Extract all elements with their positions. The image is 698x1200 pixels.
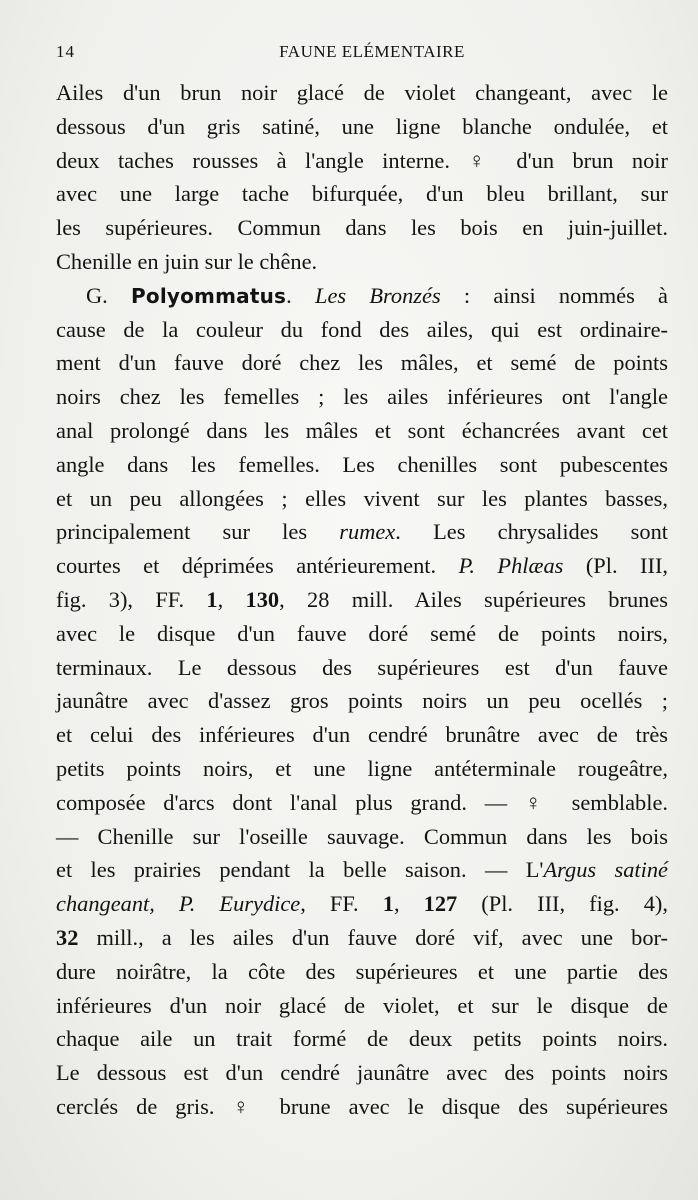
text-run: Le dessous est d'un cendré jaunâtre avec des points noirs xyxy=(56,1060,668,1086)
text-run: principalement sur les xyxy=(56,519,340,545)
text-run: . Les chrysalides sont xyxy=(395,519,668,545)
text-line xyxy=(56,786,668,820)
running-title: FAUNE ELÉMENTAIRE xyxy=(279,42,465,61)
text-line xyxy=(56,380,668,414)
text-line xyxy=(56,110,668,144)
text-line xyxy=(56,313,668,347)
text-run: , FF. xyxy=(300,891,383,917)
text-line xyxy=(56,144,668,178)
text-run: Chenille en juin sur le chêne. xyxy=(56,248,318,274)
italic-text: P. Phlæas xyxy=(458,553,564,579)
text-run: deux taches rousses à l'angle interne. ♀ d'un brun noir xyxy=(56,147,668,173)
text-run: mill., a les ailes d'un fauve doré vif, avec une bor- xyxy=(78,924,668,950)
text-line xyxy=(56,651,668,685)
text-line xyxy=(56,718,668,752)
page-number: 14 xyxy=(56,42,75,61)
text-line xyxy=(56,279,668,313)
text-run: chaque aile un trait formé de deux petits points noirs. xyxy=(56,1026,668,1052)
italic-text: rumex xyxy=(339,519,396,545)
text-run: dure noirâtre, la côte des supérieures et une partie des xyxy=(56,958,668,984)
text-run: 130 xyxy=(245,586,280,612)
text-run: et les prairies pendant la belle saison. — L' xyxy=(56,857,544,883)
text-run: anal prolongé dans les mâles et sont échancrées avant cet xyxy=(56,417,668,443)
text-line xyxy=(56,177,668,211)
text-line xyxy=(56,211,668,245)
text-line xyxy=(56,515,668,549)
text-run: inférieures d'un noir glacé de violet, et sur le disque de xyxy=(56,992,668,1018)
text-run: fig. 3), FF. xyxy=(56,586,207,612)
text-line xyxy=(56,76,668,110)
text-run: et celui des inférieures d'un cendré brunâtre avec de très xyxy=(56,722,668,748)
text-run: composée d'arcs dont l'anal plus grand. — ♀ semblable. xyxy=(56,789,668,815)
text-line xyxy=(56,887,668,921)
text-line xyxy=(56,921,668,955)
text-run: noirs chez les femelles ; les ailes inférieures ont l'angle xyxy=(56,384,668,410)
text-line xyxy=(56,617,668,651)
italic-text: Argus satiné xyxy=(543,857,668,883)
genus-name: Polyommatus xyxy=(131,283,287,308)
text-run: — Chenille sur l'oseille sauvage. Commun dans les bois xyxy=(56,823,668,849)
text-line xyxy=(56,1022,668,1056)
text-run: 32 xyxy=(56,924,79,950)
text-run: angle dans les femelles. Les chenilles sont pubescentes xyxy=(56,451,668,477)
text-line xyxy=(56,482,668,516)
body-text xyxy=(56,76,668,1124)
text-line xyxy=(56,245,668,279)
text-run: terminaux. Le dessous des supérieures est d'un fauve xyxy=(56,654,668,680)
text-run: : ainsi nommés à xyxy=(440,282,668,308)
text-run: ment d'un fauve doré chez les mâles, et semé de points xyxy=(56,350,668,376)
text-line xyxy=(56,414,668,448)
text-line xyxy=(56,752,668,786)
text-run: (Pl. III, fig. 4), xyxy=(457,891,668,917)
text-line xyxy=(56,1090,668,1124)
text-run: G. xyxy=(86,282,132,308)
text-run: , xyxy=(393,891,424,917)
text-line xyxy=(56,549,668,583)
text-run: 1 xyxy=(382,891,394,917)
text-line xyxy=(56,346,668,380)
text-line xyxy=(56,1056,668,1090)
text-line xyxy=(56,955,668,989)
text-run: les supérieures. Commun dans les bois en juin-juillet. xyxy=(56,215,668,241)
italic-text: Les Bronzés xyxy=(315,282,441,308)
text-run: cause de la couleur du fond des ailes, qui est ordinaire- xyxy=(56,316,668,342)
text-run: . xyxy=(286,282,315,308)
text-run: 1 xyxy=(206,586,218,612)
italic-text: changeant, P. Eurydice xyxy=(56,891,301,917)
text-run: et un peu allongées ; elles vivent sur les plantes basses, xyxy=(56,485,668,511)
text-line xyxy=(56,820,668,854)
text-line xyxy=(56,853,668,887)
text-run: petits points noirs, et une ligne antéterminale rougeâtre, xyxy=(56,755,668,781)
text-run: 127 xyxy=(423,891,458,917)
page-header xyxy=(56,42,668,66)
text-run: , xyxy=(217,586,246,612)
text-line xyxy=(56,989,668,1023)
text-run: , 28 mill. Ailes supérieures brunes xyxy=(279,586,668,612)
text-run: courtes et déprimées antérieurement. xyxy=(56,553,459,579)
text-run: cerclés de gris. ♀ brune avec le disque des supérieures xyxy=(56,1093,668,1119)
text-line xyxy=(56,684,668,718)
text-line xyxy=(56,448,668,482)
text-run: Ailes d'un brun noir glacé de violet changeant, avec le xyxy=(56,80,668,105)
text-run: jaunâtre avec d'assez gros points noirs un peu ocellés ; xyxy=(56,688,668,714)
text-run: avec une large tache bifurquée, d'un bleu brillant, sur xyxy=(56,181,668,207)
text-line xyxy=(56,583,668,617)
text-run: avec le disque d'un fauve doré semé de points noirs, xyxy=(56,620,668,646)
text-run: (Pl. III, xyxy=(563,553,669,579)
text-run: dessous d'un gris satiné, une ligne blanche ondulée, et xyxy=(56,113,668,139)
